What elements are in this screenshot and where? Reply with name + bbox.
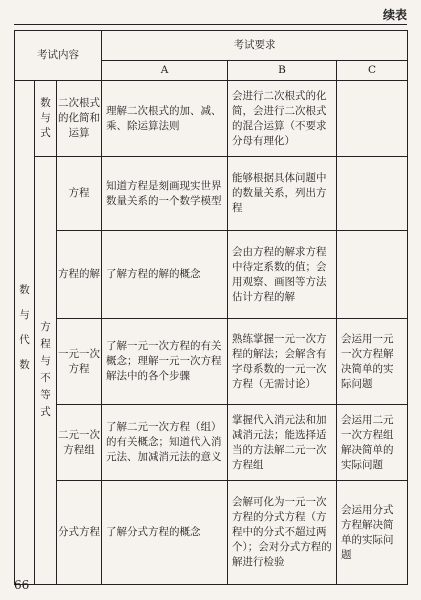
top-rule [14,24,407,25]
topic-cell: 二元一次方程组 [57,405,102,481]
topic-cell: 方程的解 [57,231,102,319]
vertical-char: 程 [40,337,51,350]
table-row [15,231,408,319]
vertical-char: 数 [19,283,30,296]
header-row [15,31,408,61]
header-col-b: B [228,61,337,81]
topic-cell: 分式方程 [57,481,102,585]
domain-label [15,81,35,585]
level-a-cell: 理解二次根式的加、减、乘、除运算法则 [102,81,228,157]
level-c-cell: 会运用二元一次方程组解决简单的实际问题 [337,405,408,481]
vertical-char: 数 [19,358,30,371]
vertical-char: 代 [19,333,30,346]
table-row [15,319,408,405]
vertical-char: 与 [19,308,30,321]
exam-requirements-table [14,30,408,585]
table-row [15,157,408,231]
level-c-cell: 会运用一元一次方程解决简单的实际问题 [337,319,408,405]
level-a-cell: 知道方程是刻画现实世界数量关系的一个数学模型 [102,157,228,231]
vertical-char: 数 [40,97,51,109]
level-c-cell [337,81,408,157]
page-number: 66 [14,578,30,592]
vertical-char: 式 [40,405,51,418]
table-row [15,405,408,481]
level-a-cell: 了解分式方程的概念 [102,481,228,585]
header-col-a: A [102,61,228,81]
level-a-cell: 了解一元一次方程的有关概念；理解一元一次方程解法中的各个步骤 [102,319,228,405]
level-b-cell: 能够根据具体问题中的数量关系，列出方程 [228,157,337,231]
level-c-cell [337,231,408,319]
level-b-cell: 熟练掌握一元一次方程的解法；会解含有字母系数的一元一次方程（无需讨论） [228,319,337,405]
topic-cell: 方程 [57,157,102,231]
subdomain-label [35,157,57,585]
vertical-char: 等 [40,388,51,401]
header-content: 考试内容 [15,31,102,81]
table-row [15,481,408,585]
level-c-cell: 会运用分式方程解决简单的实际问题 [337,481,408,585]
subdomain-label [35,81,57,157]
level-b-cell: 会由方程的解求方程中待定系数的值；会用观察、画图等方法估计方程的解 [228,231,337,319]
vertical-char: 式 [40,127,51,139]
level-c-cell [337,157,408,231]
vertical-char: 方 [40,320,51,333]
level-a-cell: 了解二元一次方程（组）的有关概念；知道代入消元法、加减消元法的意义 [102,405,228,481]
level-b-cell: 会解可化为一元一次方程的分式方程（方程中的分式不超过两个）；会对分式方程的解进行检验 [228,481,337,585]
vertical-char: 与 [40,112,51,124]
table-row [15,81,408,157]
header-col-c: C [337,61,408,81]
vertical-char: 不 [40,371,51,384]
level-b-cell: 掌握代入消元法和加减消元法；能选择适当的方法解二元一次方程组 [228,405,337,481]
header-requirements: 考试要求 [102,31,408,61]
topic-cell: 一元一次方程 [57,319,102,405]
vertical-char: 与 [40,354,51,367]
level-b-cell: 会进行二次根式的化简，会进行二次根式的混合运算（不要求分母有理化） [228,81,337,157]
continued-label: 续表 [382,8,407,22]
topic-cell: 二次根式的化简和运算 [57,81,102,157]
level-a-cell: 了解方程的解的概念 [102,231,228,319]
